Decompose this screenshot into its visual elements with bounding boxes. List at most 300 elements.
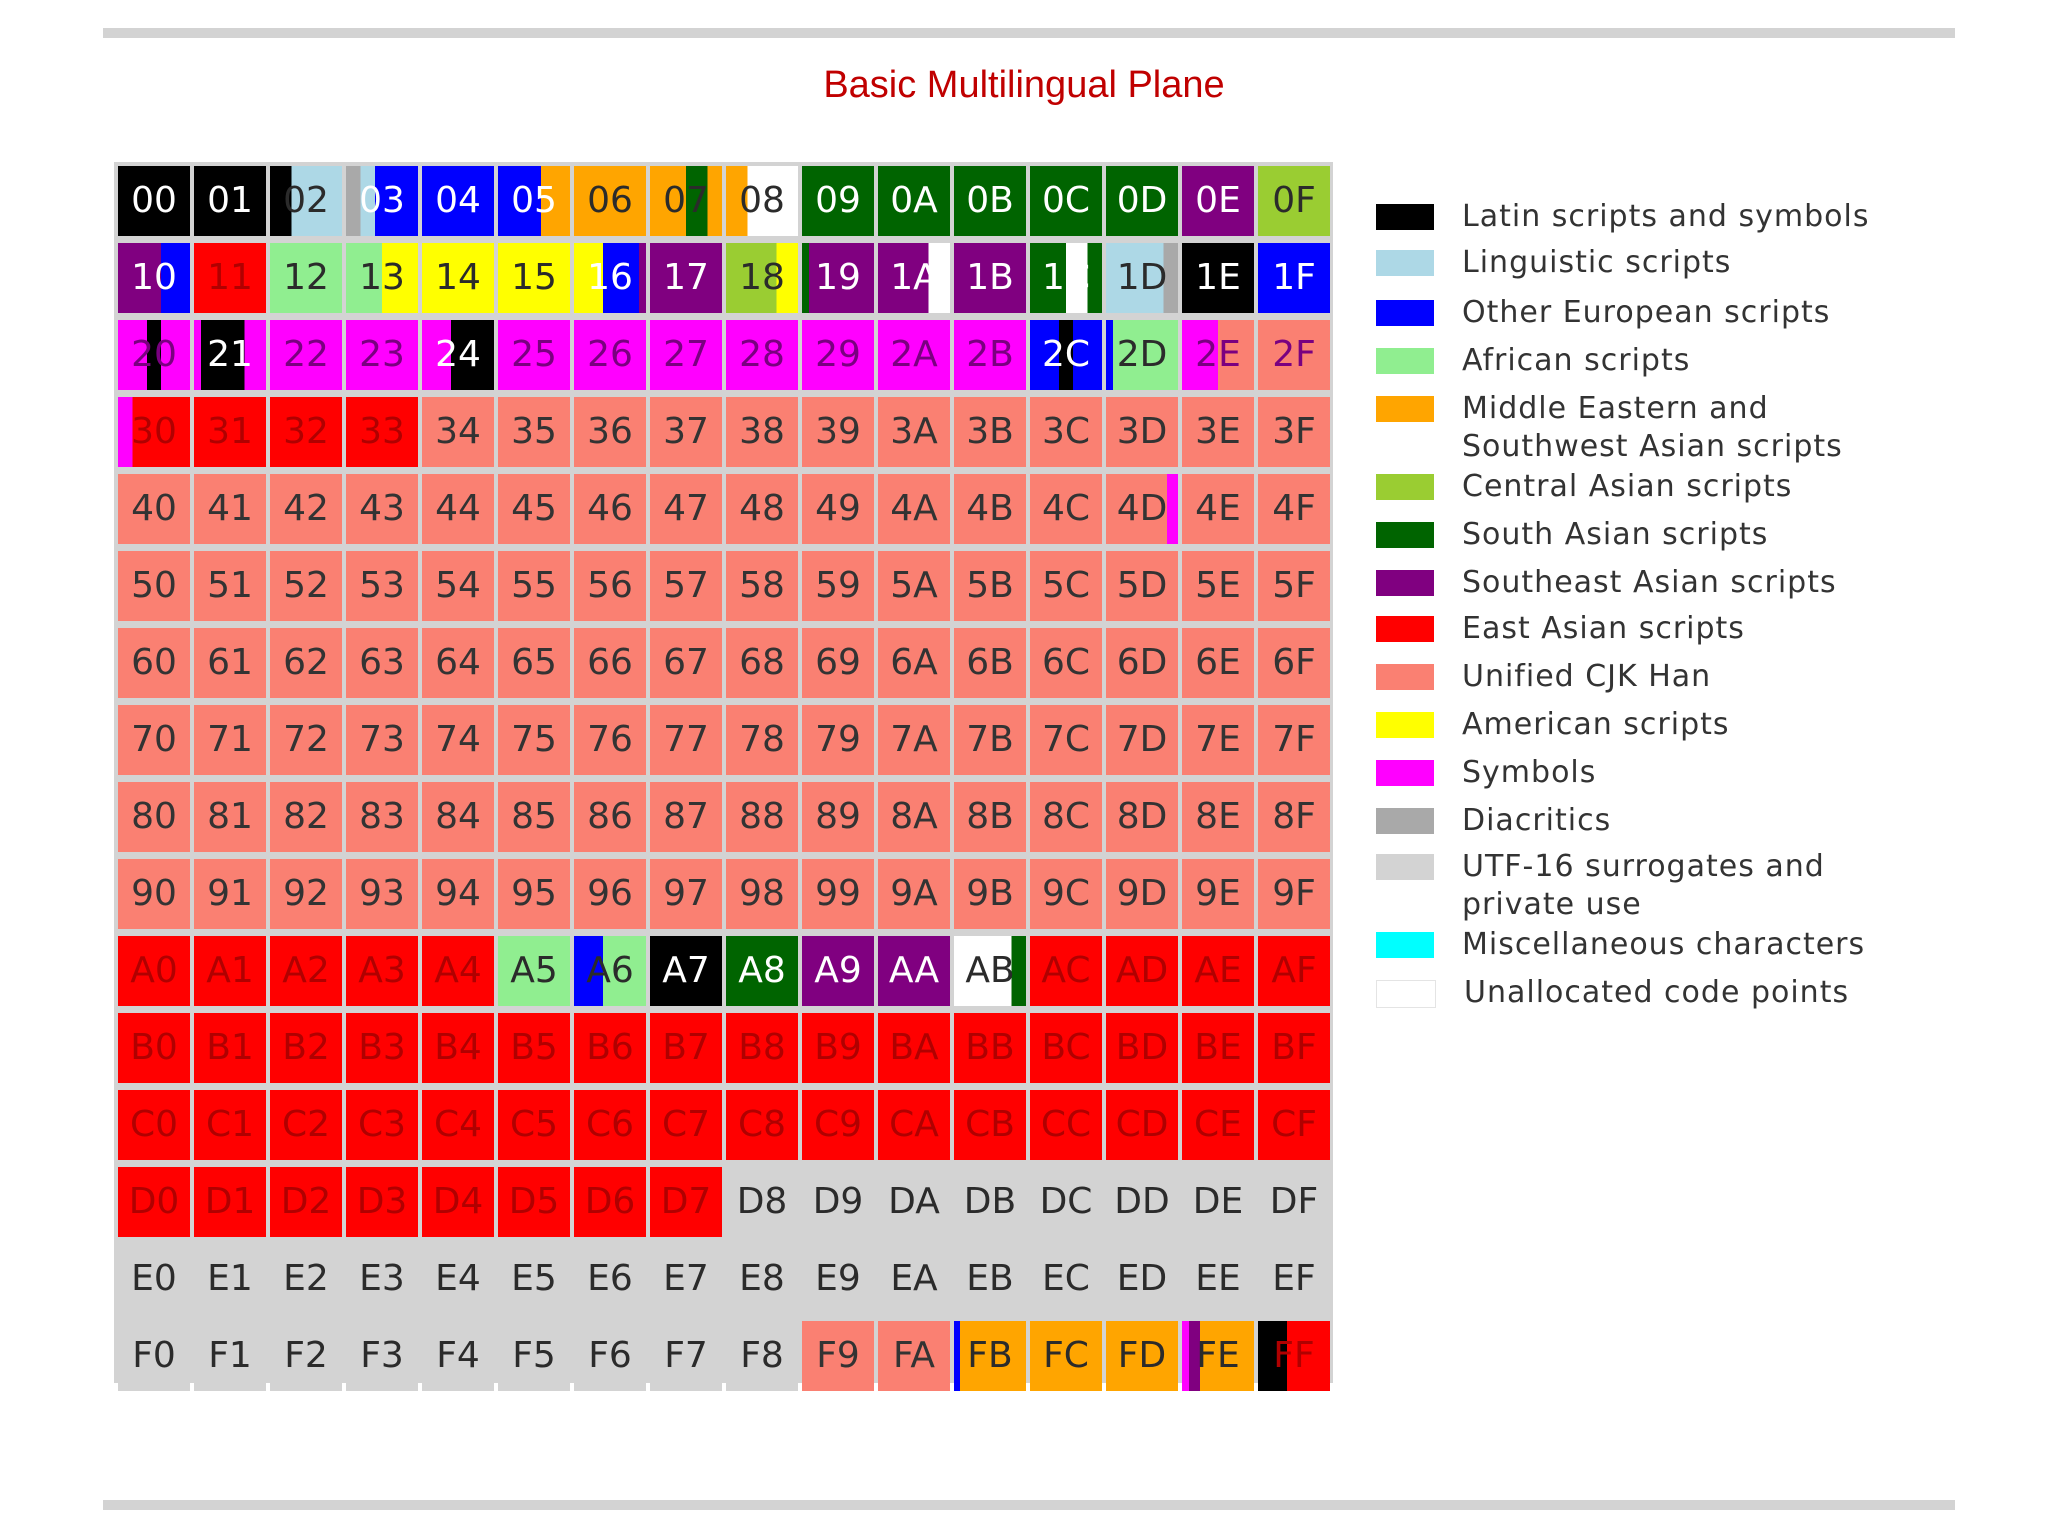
block-label: D0 (128, 1181, 180, 1222)
block-label: F3 (360, 1335, 404, 1376)
block-label: 51 (207, 565, 253, 606)
block-cell (650, 1167, 722, 1237)
block-cell (878, 551, 950, 621)
block-cell (650, 705, 722, 775)
block-cell (498, 628, 570, 698)
block-label: 92 (283, 873, 329, 914)
block-label: B9 (814, 1027, 862, 1068)
block-label: 7D (1116, 719, 1168, 760)
block-label: BC (1041, 1027, 1091, 1068)
block-cell (118, 474, 190, 544)
block-label: 52 (283, 565, 329, 606)
legend-swatch (1376, 616, 1434, 642)
block-label: 76 (587, 719, 633, 760)
legend-item (1376, 244, 1731, 282)
block-label: 41 (207, 488, 253, 529)
block-cell (194, 166, 266, 236)
block-cell (1030, 628, 1102, 698)
legend-swatch (1376, 204, 1434, 230)
block-label: BB (965, 1027, 1015, 1068)
block-label: E0 (131, 1258, 177, 1299)
block-label: E3 (359, 1258, 405, 1299)
block-cell (422, 474, 494, 544)
block-cell (498, 474, 570, 544)
block-label: 1C (1041, 257, 1091, 298)
block-label: 7A (890, 719, 938, 760)
block-cell (1258, 1090, 1330, 1160)
block-label: 5E (1195, 565, 1241, 606)
block-label: D3 (356, 1181, 408, 1222)
block-cell (194, 628, 266, 698)
block-label: AD (1115, 950, 1169, 991)
block-label: 75 (511, 719, 557, 760)
block-cell (270, 166, 342, 236)
block-cell (1258, 166, 1330, 236)
block-label: D4 (432, 1181, 484, 1222)
block-cell (802, 397, 874, 467)
block-label: D5 (508, 1181, 560, 1222)
block-label: 71 (207, 719, 253, 760)
block-label: 2C (1041, 334, 1091, 375)
block-cell (498, 1321, 570, 1391)
block-cell (726, 705, 798, 775)
block-label: EE (1195, 1258, 1241, 1299)
block-label: C7 (661, 1104, 711, 1145)
block-cell (1182, 551, 1254, 621)
block-label: 16 (587, 257, 633, 298)
block-cell (802, 782, 874, 852)
legend-swatch (1376, 396, 1434, 422)
legend-item (1376, 926, 1865, 964)
block-cell (1030, 397, 1102, 467)
block-cell (1106, 397, 1178, 467)
legend-item (1376, 802, 1611, 840)
block-label: DF (1269, 1181, 1319, 1222)
block-cell (118, 1321, 190, 1391)
block-cell (1182, 243, 1254, 313)
block-label: CE (1194, 1104, 1242, 1145)
block-label: A4 (434, 950, 482, 991)
block-cell (498, 782, 570, 852)
top-rule (103, 28, 1955, 38)
block-label: C8 (737, 1104, 787, 1145)
block-cell (270, 474, 342, 544)
block-label: 49 (815, 488, 861, 529)
block-label: 5F (1272, 565, 1316, 606)
block-cell (802, 1244, 874, 1314)
block-label: F6 (588, 1335, 632, 1376)
block-label: 08 (739, 180, 785, 221)
block-label: DB (963, 1181, 1017, 1222)
block-cell (878, 397, 950, 467)
block-label: 66 (587, 642, 633, 683)
legend-item (1376, 610, 1745, 648)
block-cell (118, 859, 190, 929)
legend-item (1376, 754, 1596, 792)
block-label: 64 (435, 642, 481, 683)
block-label: 0C (1041, 180, 1091, 221)
block-cell (878, 705, 950, 775)
block-label: A6 (586, 950, 634, 991)
block-cell (1106, 705, 1178, 775)
block-cell (498, 1167, 570, 1237)
block-cell (726, 782, 798, 852)
block-label: F2 (284, 1335, 328, 1376)
block-label: F4 (436, 1335, 480, 1376)
block-label: 6F (1272, 642, 1316, 683)
block-label: F8 (740, 1335, 784, 1376)
block-label: FE (1196, 1335, 1240, 1376)
block-label: 84 (435, 796, 481, 837)
block-label: 09 (815, 180, 861, 221)
block-label: 32 (283, 411, 329, 452)
block-cell (270, 1321, 342, 1391)
block-label: E2 (283, 1258, 329, 1299)
block-label: 93 (359, 873, 405, 914)
block-cell (1106, 166, 1178, 236)
block-cell (954, 782, 1026, 852)
legend-swatch (1376, 932, 1434, 958)
block-label: 2D (1116, 334, 1168, 375)
block-cell (954, 936, 1026, 1006)
block-cell (802, 1090, 874, 1160)
block-cell (878, 474, 950, 544)
block-cell (1030, 166, 1102, 236)
legend-item (1376, 516, 1768, 554)
block-label: 86 (587, 796, 633, 837)
block-label: 1B (966, 257, 1014, 298)
block-cell (802, 474, 874, 544)
block-label: 15 (511, 257, 557, 298)
block-cell (422, 1013, 494, 1083)
block-cell (954, 1013, 1026, 1083)
block-label: 48 (739, 488, 785, 529)
block-label: B4 (434, 1027, 482, 1068)
block-label: 8F (1272, 796, 1316, 837)
block-label: 7F (1272, 719, 1316, 760)
block-cell (954, 551, 1026, 621)
block-label: 4B (966, 488, 1014, 529)
block-cell (726, 243, 798, 313)
block-cell (270, 1167, 342, 1237)
block-label: B2 (282, 1027, 330, 1068)
block-cell (194, 705, 266, 775)
block-label: CA (889, 1104, 939, 1145)
block-label: 38 (739, 411, 785, 452)
legend-item (1376, 468, 1792, 506)
block-label: EA (890, 1258, 938, 1299)
block-label: CD (1115, 1104, 1169, 1145)
block-cell (650, 551, 722, 621)
block-cell (498, 243, 570, 313)
block-label: 3D (1116, 411, 1168, 452)
block-cell (954, 1167, 1026, 1237)
block-cell (118, 1167, 190, 1237)
block-label: 20 (131, 334, 177, 375)
block-label: 81 (207, 796, 253, 837)
block-label: DA (888, 1181, 940, 1222)
block-label: 35 (511, 411, 557, 452)
block-label: C2 (281, 1104, 331, 1145)
block-cell (1106, 1167, 1178, 1237)
block-cell (726, 320, 798, 390)
legend-swatch (1376, 348, 1434, 374)
block-label: 01 (207, 180, 253, 221)
block-label: 90 (131, 873, 177, 914)
block-label: C4 (433, 1104, 483, 1145)
block-cell (954, 474, 1026, 544)
block-cell (498, 1013, 570, 1083)
block-label: 78 (739, 719, 785, 760)
block-cell (650, 782, 722, 852)
block-cell (1258, 1321, 1330, 1391)
block-label: FC (1043, 1335, 1089, 1376)
block-label: E6 (587, 1258, 633, 1299)
block-cell (270, 551, 342, 621)
block-cell (1106, 628, 1178, 698)
block-cell (1030, 1167, 1102, 1237)
block-label: 9E (1195, 873, 1241, 914)
block-label: 7E (1195, 719, 1241, 760)
legend-label: Miscellaneous characters (1462, 927, 1866, 962)
block-cell (422, 243, 494, 313)
block-label: 34 (435, 411, 481, 452)
block-label: 69 (815, 642, 861, 683)
legend-label: African scripts (1462, 343, 1691, 378)
block-label: 3B (966, 411, 1014, 452)
block-label: 07 (663, 180, 709, 221)
block-cell (1030, 1013, 1102, 1083)
block-label: 3A (890, 411, 938, 452)
block-label: 4C (1041, 488, 1091, 529)
block-label: 4A (890, 488, 938, 529)
block-cell (726, 1244, 798, 1314)
block-label: 05 (511, 180, 557, 221)
block-cell (1182, 166, 1254, 236)
legend-label: Symbols (1462, 755, 1597, 790)
block-label: FF (1273, 1335, 1315, 1376)
block-label: 9A (890, 873, 938, 914)
block-cell (1258, 1013, 1330, 1083)
block-label: 2F (1272, 334, 1316, 375)
block-label: 3E (1195, 411, 1241, 452)
block-cell (1030, 320, 1102, 390)
block-cell (270, 397, 342, 467)
legend-item (1376, 294, 1830, 332)
block-cell (954, 397, 1026, 467)
block-cell (1258, 1167, 1330, 1237)
block-cell (118, 705, 190, 775)
block-cell (1258, 320, 1330, 390)
block-cell (346, 474, 418, 544)
block-label: AE (1194, 950, 1242, 991)
block-cell (1106, 551, 1178, 621)
block-cell (878, 936, 950, 1006)
block-label: 54 (435, 565, 481, 606)
block-cell (1106, 1013, 1178, 1083)
block-label: F7 (664, 1335, 708, 1376)
block-cell (574, 628, 646, 698)
block-cell (1030, 1244, 1102, 1314)
block-cell (574, 397, 646, 467)
block-cell (422, 397, 494, 467)
block-label: A8 (738, 950, 786, 991)
block-label: 8D (1116, 796, 1168, 837)
legend-label: UTF-16 surrogates and private use (1462, 849, 1825, 922)
block-label: D9 (812, 1181, 864, 1222)
block-label: 19 (815, 257, 861, 298)
block-cell (1030, 1321, 1102, 1391)
block-label: 56 (587, 565, 633, 606)
block-label: 6B (966, 642, 1014, 683)
block-label: F0 (132, 1335, 176, 1376)
block-label: 72 (283, 719, 329, 760)
block-label: C9 (813, 1104, 863, 1145)
block-label: F5 (512, 1335, 556, 1376)
block-label: 1F (1272, 257, 1316, 298)
legend-swatch (1376, 760, 1434, 786)
block-cell (1106, 1090, 1178, 1160)
block-cell (954, 628, 1026, 698)
block-cell (194, 782, 266, 852)
legend-item (1376, 848, 1882, 924)
block-cell (422, 1167, 494, 1237)
block-cell (118, 397, 190, 467)
block-cell (954, 320, 1026, 390)
block-label: C5 (509, 1104, 559, 1145)
legend-label: Unallocated code points (1464, 975, 1850, 1010)
block-cell (498, 397, 570, 467)
block-label: B7 (662, 1027, 710, 1068)
block-cell (650, 1244, 722, 1314)
block-cell (346, 1167, 418, 1237)
block-cell (194, 320, 266, 390)
block-label: 36 (587, 411, 633, 452)
block-cell (498, 320, 570, 390)
legend-swatch (1376, 854, 1434, 880)
block-cell (878, 859, 950, 929)
block-cell (574, 166, 646, 236)
block-cell (574, 474, 646, 544)
block-label: 8A (890, 796, 938, 837)
block-cell (194, 1244, 266, 1314)
block-label: 17 (663, 257, 709, 298)
block-cell (802, 628, 874, 698)
block-cell (954, 1321, 1026, 1391)
block-label: 94 (435, 873, 481, 914)
block-cell (650, 320, 722, 390)
block-label: 9B (966, 873, 1014, 914)
block-label: E9 (815, 1258, 861, 1299)
block-cell (118, 166, 190, 236)
block-cell (878, 243, 950, 313)
block-label: AC (1041, 950, 1091, 991)
bmp-grid (114, 162, 1333, 1383)
block-label: 24 (435, 334, 481, 375)
block-label: DC (1039, 1181, 1093, 1222)
block-label: EB (966, 1258, 1014, 1299)
block-cell (650, 628, 722, 698)
block-cell (1182, 1013, 1254, 1083)
block-label: 1E (1195, 257, 1241, 298)
block-label: 97 (663, 873, 709, 914)
block-cell (194, 1321, 266, 1391)
block-cell (270, 1090, 342, 1160)
block-cell (954, 705, 1026, 775)
block-cell (118, 1244, 190, 1314)
bottom-rule (103, 1500, 1955, 1510)
block-label: B1 (206, 1027, 254, 1068)
block-label: D6 (584, 1181, 636, 1222)
block-label: AF (1271, 950, 1317, 991)
block-cell (1106, 474, 1178, 544)
block-cell (118, 1013, 190, 1083)
block-label: 46 (587, 488, 633, 529)
block-label: AA (888, 950, 940, 991)
block-label: ED (1116, 1258, 1168, 1299)
block-cell (1258, 397, 1330, 467)
block-cell (118, 551, 190, 621)
block-cell (650, 859, 722, 929)
block-label: 47 (663, 488, 709, 529)
block-cell (954, 166, 1026, 236)
block-label: 13 (359, 257, 405, 298)
block-cell (422, 1244, 494, 1314)
block-label: 62 (283, 642, 329, 683)
legend-label: Southeast Asian scripts (1462, 565, 1837, 600)
block-cell (726, 474, 798, 544)
block-cell (194, 859, 266, 929)
block-label: FB (967, 1335, 1013, 1376)
block-label: 40 (131, 488, 177, 529)
block-cell (1030, 474, 1102, 544)
block-cell (194, 397, 266, 467)
block-label: CC (1040, 1104, 1092, 1145)
block-label: 39 (815, 411, 861, 452)
block-cell (1258, 474, 1330, 544)
block-label: 8E (1195, 796, 1241, 837)
block-label: 83 (359, 796, 405, 837)
block-cell (270, 243, 342, 313)
block-cell (346, 936, 418, 1006)
block-cell (498, 705, 570, 775)
block-cell (878, 628, 950, 698)
block-cell (726, 628, 798, 698)
block-cell (574, 1013, 646, 1083)
block-label: 26 (587, 334, 633, 375)
block-cell (194, 243, 266, 313)
block-label: 4E (1195, 488, 1241, 529)
block-cell (1258, 551, 1330, 621)
block-label: 7B (966, 719, 1014, 760)
block-label: 5B (966, 565, 1014, 606)
block-label: 6C (1041, 642, 1091, 683)
legend-label: Other European scripts (1462, 295, 1831, 330)
block-cell (954, 1090, 1026, 1160)
block-label: 2A (890, 334, 938, 375)
block-cell (650, 166, 722, 236)
block-cell (802, 320, 874, 390)
block-label: 89 (815, 796, 861, 837)
block-cell (270, 859, 342, 929)
block-label: 1D (1116, 257, 1168, 298)
block-label: 0D (1116, 180, 1168, 221)
block-cell (346, 628, 418, 698)
block-label: B8 (738, 1027, 786, 1068)
block-cell (1258, 243, 1330, 313)
block-cell (194, 1167, 266, 1237)
block-cell (1258, 628, 1330, 698)
